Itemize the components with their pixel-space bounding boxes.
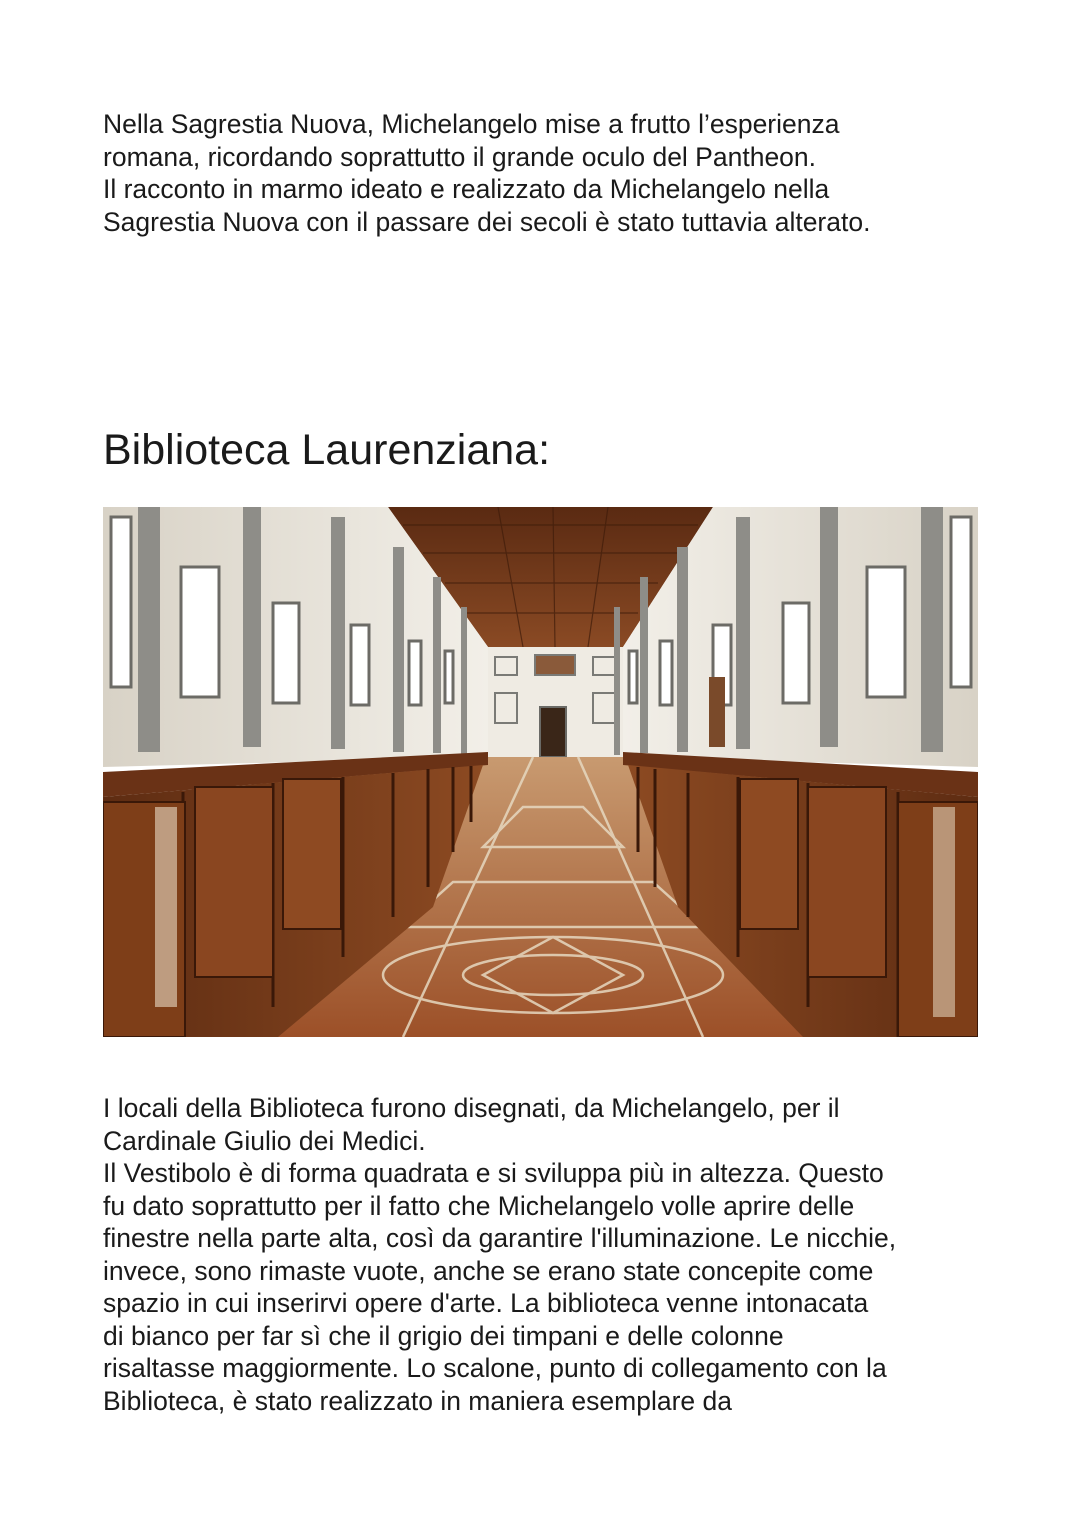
left-window xyxy=(181,567,219,697)
right-window xyxy=(867,567,905,697)
body-line: invece, sono rimaste vuote, anche se erano state concepite come xyxy=(103,1255,874,1286)
library-photo xyxy=(103,507,978,1037)
body-line: Il Vestibolo è di forma quadrata e si sviluppa più in altezza. Questo xyxy=(103,1158,884,1188)
intro-line: romana, ricordando soprattutto il grande oculo del Pantheon. xyxy=(103,141,817,172)
body-line: spazio in cui inserirvi opere d'arte. La biblioteca venne intonacata xyxy=(103,1288,869,1318)
body-line: fu dato soprattutto per il fatto che Michelangelo volle aprire delle xyxy=(103,1190,855,1221)
body-line: Biblioteca, è stato realizzato in maniera esemplare da xyxy=(103,1385,732,1416)
intro-line: Il racconto in marmo ideato e realizzato da Michelangelo nella xyxy=(103,174,830,204)
library-interior-illustration xyxy=(103,507,978,1037)
body-paragraph xyxy=(103,1092,983,1417)
body-line: Cardinale Giulio dei Medici. xyxy=(103,1125,426,1156)
body-line: risaltasse maggiormente. Lo scalone, punto di collegamento con la xyxy=(103,1353,887,1383)
intro-line: Nella Sagrestia Nuova, Michelangelo mise a frutto l’esperienza xyxy=(103,109,840,139)
intro-paragraph xyxy=(103,108,983,238)
section-heading: Biblioteca Laurenziana: xyxy=(103,426,551,474)
body-line: finestre nella parte alta, così da garantire l'illuminazione. Le nicchie, xyxy=(103,1223,897,1253)
body-line: di bianco per far sì che il grigio dei timpani e delle colonne xyxy=(103,1320,784,1351)
intro-line: Sagrestia Nuova con il passare dei secoli è stato tuttavia alterato. xyxy=(103,206,871,237)
body-line: I locali della Biblioteca furono disegnati, da Michelangelo, per il xyxy=(103,1093,840,1123)
